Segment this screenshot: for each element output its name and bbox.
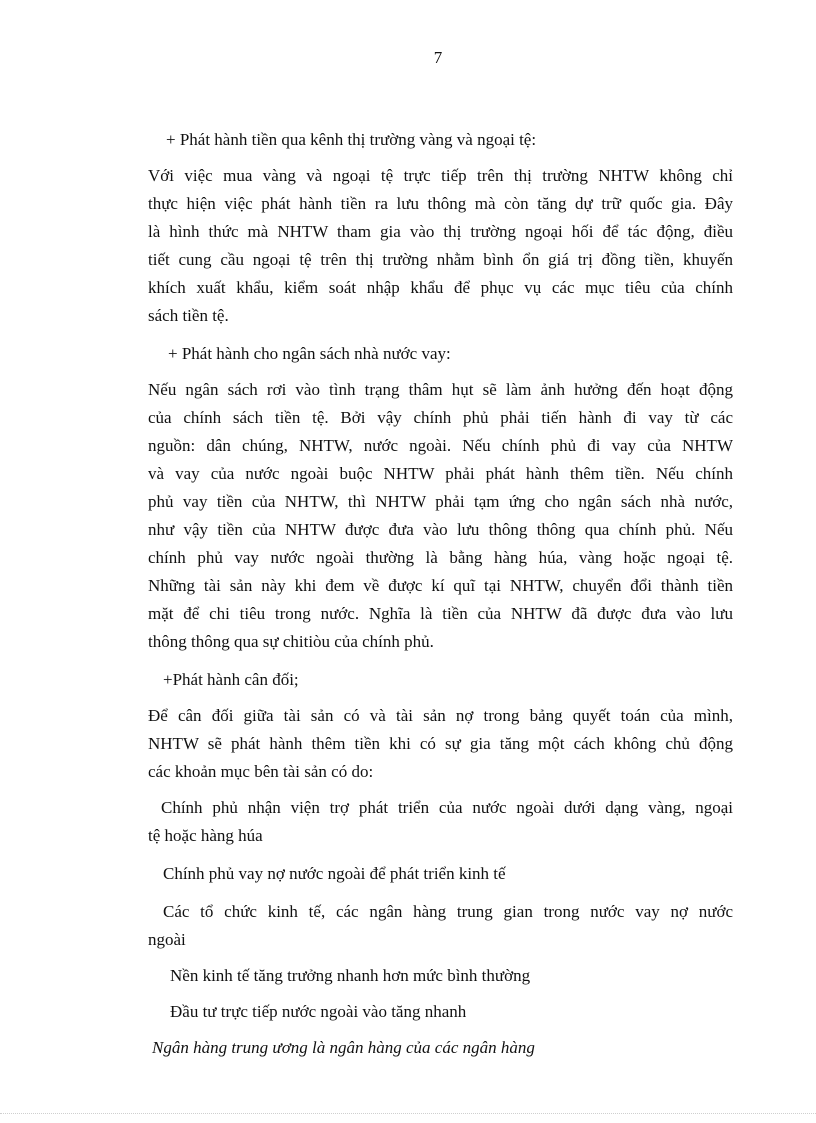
text-line: Với việc mua vàng và ngoại tệ trực tiếp trên thị trường NHTW không chỉ — [148, 166, 733, 185]
cause-item-foreign-borrowing — [148, 898, 733, 954]
text-line: là hình thức mà NHTW tham gia vào thị trường ngoại hối để tác động, điều — [148, 222, 733, 241]
cause-item-fdi: Đầu tư trực tiếp nước ngoài vào tăng nhanh — [170, 1002, 467, 1021]
text-line: Những tài sản này khi đem về được kí quĩ tại NHTW, chuyển đổi thành tiền — [148, 576, 733, 595]
text-line: sách tiền tệ. — [148, 306, 229, 325]
text-line: Chính phủ nhận viện trợ phát triển của nước ngoài dưới dạng vàng, ngoại — [161, 798, 733, 817]
paragraph-balance-issue — [148, 702, 733, 786]
heading-balance-issue: +Phát hành cân đối; — [163, 670, 299, 689]
text-line: chính phủ vay nước ngoài thường là bằng hàng húa, vàng hoặc ngoại tệ. — [148, 548, 733, 567]
document-body — [148, 126, 733, 1062]
text-line: của chính sách tiền tệ. Bởi vậy chính phủ phải tiến hành đi vay từ các — [148, 408, 733, 427]
text-line: mặt để chi tiêu trong nước. Nghĩa là tiền của NHTW đã được đưa vào lưu — [148, 604, 733, 623]
text-line: thực hiện việc phát hành tiền ra lưu thông mà còn tăng dự trữ quốc gia. Đây — [148, 194, 733, 213]
cause-item-government-loan: Chính phủ vay nợ nước ngoài để phát triển kinh tế — [163, 864, 506, 883]
text-line: Các tổ chức kinh tế, các ngân hàng trung gian trong nước vay nợ nước — [163, 902, 733, 921]
cause-item-growth: Nền kinh tế tăng trưởng nhanh hơn mức bình thường — [170, 966, 531, 985]
heading-gold-forex: + Phát hành tiền qua kênh thị trường vàng và ngoại tệ: — [166, 130, 537, 149]
text-line: phủ vay tiền của NHTW, thì NHTW phải tạm ứng cho ngân sách nhà nước, — [148, 492, 733, 511]
heading-state-budget: + Phát hành cho ngân sách nhà nước vay: — [168, 344, 451, 363]
section-heading-central-bank: Ngân hàng trung ương là ngân hàng của các ngân hàng — [152, 1038, 535, 1057]
text-line: các khoản mục bên tài sản có do: — [148, 762, 374, 781]
text-line: NHTW sẽ phát hành thêm tiền khi có sự gia tăng một cách không chủ động — [148, 734, 733, 753]
paragraph-gold-forex — [148, 162, 733, 330]
text-line: Nếu ngân sách rơi vào tình trạng thâm hụt sẽ làm ảnh hưởng đến hoạt động — [148, 380, 733, 399]
text-line: khích xuất khẩu, kiểm soát nhập khẩu để phục vụ các mục tiêu của chính — [148, 278, 733, 297]
page-number: 7 — [433, 48, 443, 67]
text-line: nguồn: dân chúng, NHTW, nước ngoài. Nếu chính phủ đi vay của NHTW — [148, 436, 733, 455]
text-line: Để cân đối giữa tài sản có và tài sản nợ trong bảng quyết toán của mình, — [148, 706, 733, 725]
page-bottom-rule — [0, 1113, 816, 1114]
cause-item-aid — [148, 794, 733, 850]
text-line: tiết cung cầu ngoại tệ trên thị trường nhằm bình ổn giá trị đồng tiền, khuyến — [148, 250, 733, 269]
text-line: như vậy tiền của NHTW được đưa vào lưu thông thông qua chính phủ. Nếu — [148, 520, 733, 539]
text-line: ngoài — [148, 930, 186, 949]
paragraph-state-budget — [148, 376, 733, 656]
text-line: và vay của nước ngoài buộc NHTW phải phát hành thêm tiền. Nếu chính — [148, 464, 733, 483]
text-line: thông thông qua sự chitiòu của chính phủ. — [148, 632, 434, 651]
text-line: tệ hoặc hàng húa — [148, 826, 263, 845]
